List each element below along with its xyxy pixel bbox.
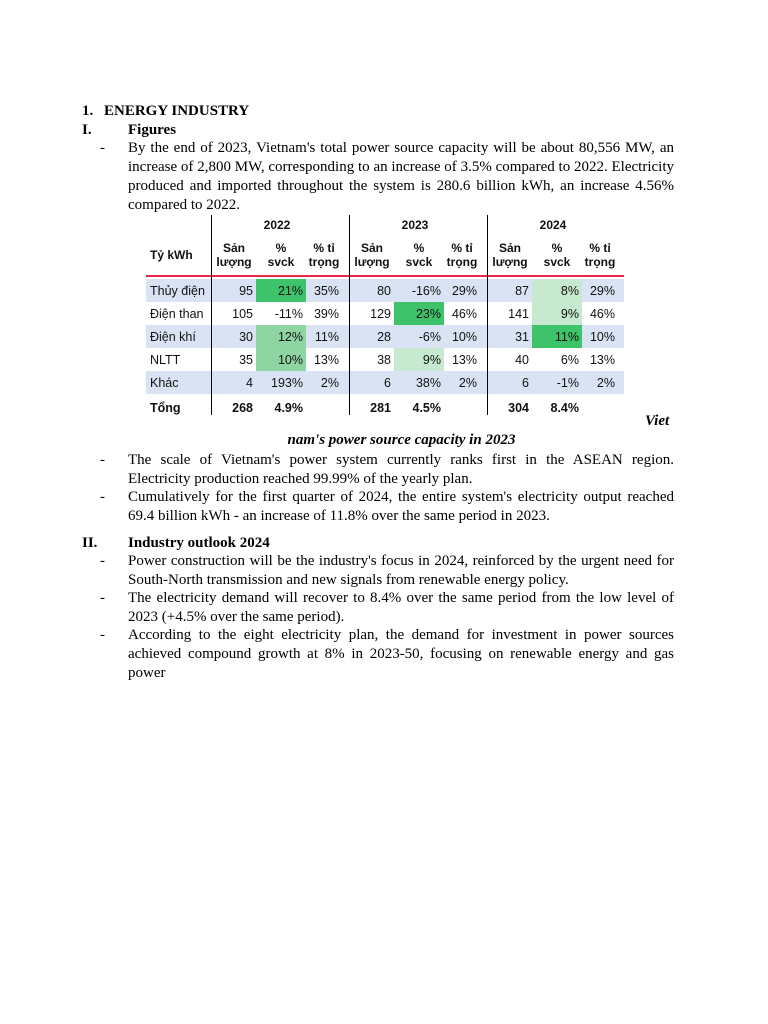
- table-cell: 13%: [589, 352, 615, 367]
- subsection-heading-figures: [82, 121, 176, 139]
- bullet-item: [100, 139, 674, 215]
- table-cell: 2%: [320, 375, 339, 390]
- row-label: Khác: [150, 375, 179, 390]
- column-header-line: Sản: [222, 241, 245, 255]
- total-cell: [306, 396, 342, 419]
- header-rule: [146, 275, 624, 277]
- total-cell: 268: [232, 400, 253, 415]
- bullet-text: The electricity demand will recover to 8.4% over the same period from the low level of 2023 (+4.5% over the same period).: [128, 590, 674, 625]
- bullet-dash: -: [100, 553, 105, 569]
- table-cell: 6: [384, 375, 391, 390]
- table-cell: -11%: [274, 306, 303, 321]
- table-cell: 4: [246, 375, 253, 390]
- table-cell: 39%: [313, 306, 339, 321]
- column-header-line: % tỉ: [589, 241, 611, 255]
- total-cell: 4.9%: [274, 400, 303, 415]
- table-cell: 129: [370, 306, 391, 321]
- column-header-line: trọng: [584, 255, 616, 269]
- total-cell: [582, 396, 618, 419]
- table-cell: 35%: [313, 283, 339, 298]
- table-cell: 2%: [596, 375, 615, 390]
- column-header-line: % tỉ: [451, 241, 473, 255]
- column-header-line: %: [413, 241, 425, 255]
- bullet-text: The scale of Vietnam's power system currently ranks first in the ASEAN region. Electricity production reached 99.99% of the yearly plan.: [128, 452, 674, 487]
- column-header: [532, 237, 582, 273]
- bullet-dash: -: [100, 627, 105, 643]
- table-cell: 6%: [560, 352, 579, 367]
- bullet-text: According to the eight electricity plan, the demand for investment in power sources achieved compound growth at 8% in 2023-50, focusing on renewable energy and gas power: [128, 627, 674, 681]
- table-cell: 105: [232, 306, 253, 321]
- column-header-line: % tỉ: [313, 241, 335, 255]
- table-cell: 95: [239, 283, 253, 298]
- table-cell: 10%: [451, 329, 477, 344]
- column-header-line: svck: [267, 255, 295, 269]
- column-header-line: %: [275, 241, 287, 255]
- table-cell: 21%: [256, 279, 306, 302]
- table-cell: 40: [515, 352, 529, 367]
- year-header: 2022: [263, 218, 291, 232]
- capacity-table: [142, 213, 624, 417]
- bullet-item: [100, 552, 674, 590]
- column-header-line: svck: [405, 255, 433, 269]
- subsection-number: I.: [82, 122, 92, 138]
- row-label: Điện than: [150, 306, 204, 321]
- column-header: [394, 237, 444, 273]
- table-cell: 11%: [314, 329, 339, 344]
- table-cell: 46%: [589, 306, 615, 321]
- table-cell: 35: [239, 352, 253, 367]
- table-cell: 141: [508, 306, 529, 321]
- table-cell: 23%: [394, 302, 444, 325]
- table-cell: 13%: [451, 352, 477, 367]
- bullet-item: [100, 589, 674, 627]
- total-cell: 8.4%: [550, 400, 579, 415]
- group-separator: [349, 215, 350, 415]
- column-header-line: lượng: [216, 255, 252, 269]
- table-cell: 30: [239, 329, 253, 344]
- bullet-dash: -: [100, 590, 105, 606]
- table-cell: 29%: [589, 283, 615, 298]
- section-number: 1.: [82, 103, 94, 119]
- bullet-item: [100, 626, 674, 683]
- bullet-text: By the end of 2023, Vietnam's total power source capacity will be about 80,556 MW, an increase of 2,800 MW, corresponding to an increase of 3.5% compared to 2022. Electricity produced and imported throughout the system is 280.6 billion kWh, an increase 4.56% compared to 2022.: [128, 140, 674, 213]
- bullet-dash: -: [100, 140, 105, 156]
- table-cell: 10%: [589, 329, 615, 344]
- section-heading: [82, 102, 249, 120]
- group-separator: [211, 215, 212, 415]
- column-header: [212, 237, 256, 273]
- table-cell: 9%: [394, 348, 444, 371]
- table-cell: -6%: [418, 329, 441, 344]
- column-header-line: %: [551, 241, 563, 255]
- table-cell: 2%: [458, 375, 477, 390]
- column-header-line: Sản: [360, 241, 383, 255]
- subsection-heading-outlook: [82, 534, 270, 552]
- table-cell: 31: [515, 329, 529, 344]
- table-cell: 28: [377, 329, 391, 344]
- table-cell: 9%: [532, 302, 582, 325]
- figure-caption-end: nam's power source capacity in 2023: [287, 432, 516, 448]
- unit-label: Tỷ kWh: [150, 248, 193, 262]
- total-cell: 281: [370, 400, 391, 415]
- bullet-item: [100, 488, 674, 526]
- subsection-title: Industry outlook 2024: [128, 535, 270, 551]
- total-cell: 4.5%: [412, 400, 441, 415]
- table-cell: -1%: [556, 375, 579, 390]
- total-cell: 304: [508, 400, 529, 415]
- table-cell: 38%: [415, 375, 441, 390]
- column-header-line: trọng: [308, 255, 340, 269]
- table-cell: 80: [377, 283, 391, 298]
- column-header: [488, 237, 532, 273]
- row-label: NLTT: [150, 352, 181, 367]
- table-cell: 11%: [532, 325, 582, 348]
- row-label: Điện khí: [150, 329, 196, 344]
- total-label: Tổng: [150, 400, 181, 415]
- bullet-item: [100, 451, 674, 489]
- column-header-line: lượng: [492, 255, 528, 269]
- bullet-dash: -: [100, 452, 105, 468]
- column-header: [256, 237, 306, 273]
- bullet-text: Power construction will be the industry's focus in 2024, reinforced by the urgent need for South-North transmission and new signals from renewable energy policy.: [128, 553, 674, 588]
- table-cell: 6: [522, 375, 529, 390]
- section-title: ENERGY INDUSTRY: [104, 103, 250, 119]
- column-header: [306, 237, 342, 273]
- table-cell: 12%: [256, 325, 306, 348]
- table-cell: 10%: [256, 348, 306, 371]
- table-cell: 46%: [451, 306, 477, 321]
- column-header-line: lượng: [354, 255, 390, 269]
- table-cell: 87: [515, 283, 529, 298]
- table-cell: -16%: [411, 283, 441, 298]
- subsection-number: II.: [82, 535, 98, 551]
- table-cell: 38: [377, 352, 391, 367]
- column-header-line: svck: [543, 255, 571, 269]
- column-header-line: Sản: [498, 241, 521, 255]
- bullet-text: Cumulatively for the first quarter of 2024, the entire system's electricity output reached 69.4 billion kWh - an increase of 11.8% over the same period in 2023.: [128, 489, 674, 524]
- figure-caption-start: Viet: [645, 413, 670, 429]
- subsection-title: Figures: [128, 122, 177, 138]
- total-cell: [444, 396, 480, 419]
- table-cell: 193%: [271, 375, 303, 390]
- year-header: 2023: [401, 218, 429, 232]
- row-label: Thủy điện: [150, 283, 205, 298]
- column-header-line: trọng: [446, 255, 478, 269]
- table-cell: 13%: [313, 352, 339, 367]
- bullet-dash: -: [100, 489, 105, 505]
- table-cell: 29%: [451, 283, 477, 298]
- column-header: [444, 237, 480, 273]
- year-header: 2024: [539, 218, 567, 232]
- column-header: [582, 237, 618, 273]
- table-cell: 8%: [532, 279, 582, 302]
- column-header: [350, 237, 394, 273]
- group-separator: [487, 215, 488, 415]
